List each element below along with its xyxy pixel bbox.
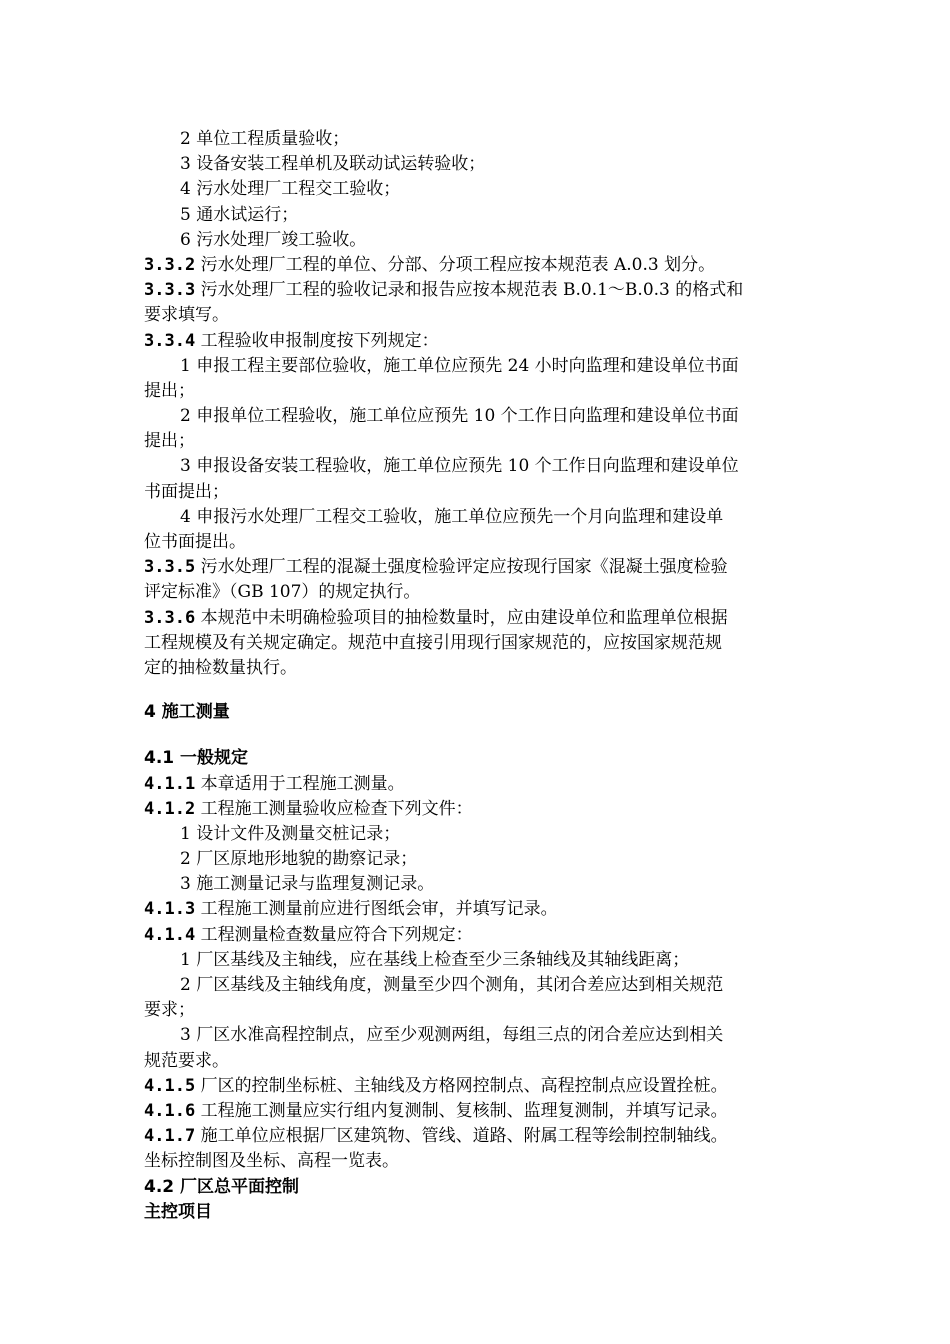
- clause-text-continued: 评定标准》（GB 107）的规定执行。: [144, 582, 421, 603]
- clause-3-3-3: [144, 278, 812, 303]
- list-item: 2 单位工程质量验收；: [180, 129, 350, 149]
- clause-text: 厂区的控制坐标桩、主轴线及方格网控制点、高程控制点应设置拴桩。: [195, 1075, 728, 1096]
- clause-text: 污水处理厂工程的单位、分部、分项工程应按本规范表 A.0.3 划分。: [195, 254, 716, 275]
- clause-number: 4.1.6: [144, 1100, 196, 1121]
- list-item: 3 申报设备安装工程验收，施工单位应预先 10 个工作日向监理和建设单位: [180, 456, 739, 477]
- clause-number: 3.3.5: [144, 557, 196, 578]
- clause-text-continued: 坐标控制图及坐标、高程一览表。: [144, 1151, 399, 1172]
- list-item-continued: 提出；: [144, 431, 195, 452]
- clause-text-continued: 工程规模及有关规定确定。规范中直接引用现行国家规范的，应按国家规范规: [144, 632, 722, 653]
- clause-3-3-5: [144, 555, 812, 580]
- list-item-continued: 位书面提出。: [144, 532, 246, 552]
- list-item: 1 申报工程主要部位验收，施工单位应预先 24 小时向监理和建设单位书面: [180, 355, 739, 376]
- clause-number: 4.1.7: [144, 1126, 196, 1147]
- list-item: 1 厂区基线及主轴线，应在基线上检查至少三条轴线及其轴线距离；: [180, 949, 690, 970]
- clause-text-continued: 定的抽检数量执行。: [144, 657, 297, 678]
- clause-number: 4.1.4: [144, 924, 196, 945]
- list-item: 1 设计文件及测量交桩记录；: [180, 823, 401, 844]
- clause-text: 本规范中未明确检验项目的抽检数量时，应由建设单位和监理单位根据: [195, 607, 728, 628]
- clause-text: 本章适用于工程施工测量。: [195, 773, 405, 794]
- clause-number: 3.3.3: [144, 280, 196, 301]
- list-item-continued: 要求；: [144, 1000, 195, 1021]
- clause-3-3-6: [144, 606, 812, 631]
- clause-text: 施工单位应根据厂区建筑物、管线、道路、附属工程等绘制控制轴线。: [195, 1126, 728, 1147]
- section-heading: 4.2 厂区总平面控制: [144, 1176, 300, 1197]
- list-item: 3 施工测量记录与监理复测记录。: [180, 874, 435, 895]
- clause-number: 4.1.1: [144, 773, 196, 794]
- clause-4-1-2: [144, 797, 812, 822]
- list-item: 5 通水试运行；: [180, 204, 299, 225]
- clause-3-3-4: [144, 329, 812, 354]
- list-item: 4 申报污水处理厂工程交工验收，施工单位应预先一个月向监理和建设单: [180, 506, 724, 527]
- list-item: 3 厂区水准高程控制点，应至少观测两组，每组三点的闭合差应达到相关: [180, 1025, 724, 1046]
- clause-4-1-3: [144, 897, 812, 922]
- clause-4-1-7: [144, 1124, 812, 1149]
- clause-text: 污水处理厂工程的验收记录和报告应按本规范表 B.0.1～B.0.3 的格式和: [195, 280, 744, 301]
- list-item-continued: 书面提出；: [144, 481, 229, 502]
- clause-4-1-1: [144, 772, 812, 797]
- clause-text: 工程验收申报制度按下列规定：: [195, 330, 439, 351]
- list-item: 2 申报单位工程验收，施工单位应预先 10 个工作日向监理和建设单位书面: [180, 406, 739, 427]
- clause-text-continued: 要求填写。: [144, 305, 229, 326]
- list-item: 2 厂区基线及主轴线角度，测量至少四个测角，其闭合差应达到相关规范: [180, 975, 724, 995]
- document-page: [144, 127, 812, 1225]
- clause-number: 4.1.5: [144, 1075, 196, 1096]
- spacer: [144, 681, 812, 700]
- clause-text: 工程施工测量前应进行图纸会审，并填写记录。: [195, 899, 558, 920]
- clause-4-1-6: [144, 1099, 812, 1124]
- list-item: 2 厂区原地形地貌的勘察记录；: [180, 849, 418, 870]
- subsection-heading: 主控项目: [144, 1201, 212, 1222]
- clause-3-3-2: [144, 253, 812, 278]
- clause-number: 4.1.2: [144, 798, 196, 819]
- list-item: 6 污水处理厂竣工验收。: [180, 229, 367, 250]
- list-item: 3 设备安装工程单机及联动试运转验收；: [180, 154, 486, 175]
- clause-text: 工程测量检查数量应符合下列规定：: [195, 924, 473, 945]
- clause-text: 工程施工测量应实行组内复测制、复核制、监理复测制，并填写记录。: [195, 1100, 728, 1121]
- clause-4-1-4: [144, 923, 812, 948]
- clause-number: 3.3.4: [144, 330, 196, 351]
- clause-number: 3.3.2: [144, 254, 196, 275]
- list-item-continued: 提出；: [144, 380, 195, 401]
- list-item: 4 污水处理厂工程交工验收；: [180, 179, 401, 200]
- spacer: [144, 725, 812, 746]
- clause-text: 工程施工测量验收应检查下列文件：: [195, 798, 473, 819]
- clause-text: 污水处理厂工程的混凝土强度检验评定应按现行国家《混凝土强度检验: [195, 557, 728, 578]
- chapter-heading: 4 施工测量: [144, 702, 230, 723]
- clause-number: 4.1.3: [144, 899, 196, 920]
- list-item-continued: 规范要求。: [144, 1050, 229, 1071]
- section-heading: 4.1 一般规定: [144, 748, 249, 769]
- clause-4-1-5: [144, 1074, 812, 1099]
- clause-number: 3.3.6: [144, 607, 196, 628]
